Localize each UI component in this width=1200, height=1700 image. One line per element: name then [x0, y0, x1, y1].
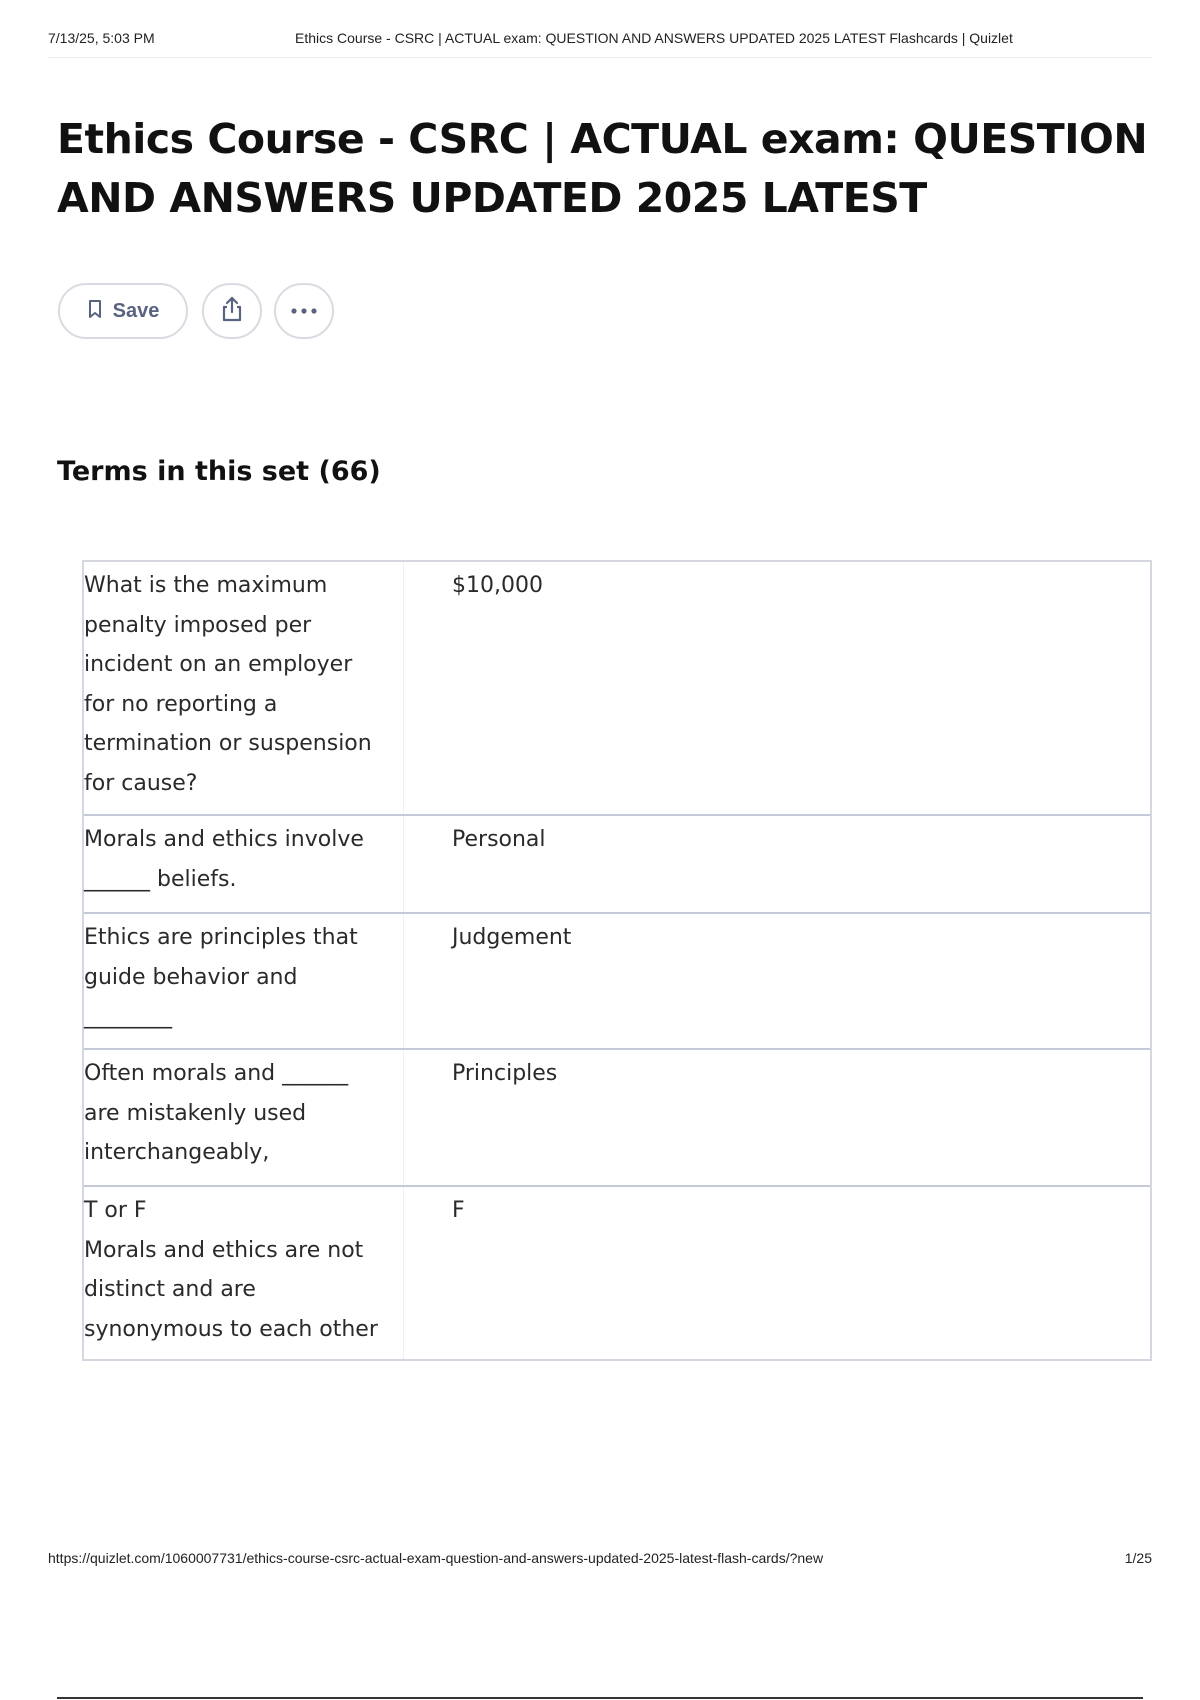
- term-text: T or F Morals and ethics are not distinct and are synonymous to each other: [84, 1187, 404, 1359]
- definition-text: F: [452, 1198, 465, 1223]
- header-divider: [48, 57, 1152, 58]
- table-row: [84, 912, 1150, 1048]
- term-text: Morals and ethics involve ______ beliefs.: [84, 816, 404, 912]
- table-row: [84, 1048, 1150, 1185]
- save-button[interactable]: [58, 283, 188, 339]
- print-header: [48, 30, 1152, 50]
- term-text: What is the maximum penalty imposed per incident on an employer for no reporting a termination or suspension for cause?: [84, 562, 404, 814]
- page-number: 1/25: [1124, 1550, 1152, 1566]
- share-button[interactable]: [202, 283, 262, 339]
- table-row: [84, 562, 1150, 814]
- print-footer: [48, 1550, 1152, 1570]
- definition-text: Principles: [452, 1061, 558, 1086]
- share-icon: [219, 295, 245, 328]
- bottom-divider: [57, 1697, 1143, 1699]
- definition-text: Judgement: [452, 925, 572, 950]
- definition-text: Personal: [452, 827, 546, 852]
- more-horizontal-icon: [290, 302, 318, 320]
- table-row: [84, 814, 1150, 912]
- definition-text: $10,000: [452, 573, 543, 598]
- bookmark-icon: [87, 299, 103, 324]
- print-datetime: 7/13/25, 5:03 PM: [48, 30, 155, 46]
- term-text: Ethics are principles that guide behavior and ________: [84, 914, 404, 1048]
- table-row: [84, 1185, 1150, 1359]
- save-button-label: Save: [112, 299, 160, 322]
- print-document-title: Ethics Course - CSRC | ACTUAL exam: QUESTION AND ANSWERS UPDATED 2025 LATEST Flashcards | Quizlet: [295, 30, 1013, 46]
- term-text: Often morals and ______ are mistakenly used interchangeably,: [84, 1050, 404, 1185]
- page-title: Ethics Course - CSRC | ACTUAL exam: QUESTION AND ANSWERS UPDATED 2025 LATEST: [57, 115, 1148, 222]
- page-url: https://quizlet.com/1060007731/ethics-course-csrc-actual-exam-question-and-answers-updated-2025-latest-flash-cards/?new: [48, 1550, 824, 1566]
- more-options-button[interactable]: [274, 283, 334, 339]
- terms-table: [82, 560, 1152, 1361]
- terms-heading: Terms in this set (66): [57, 456, 381, 487]
